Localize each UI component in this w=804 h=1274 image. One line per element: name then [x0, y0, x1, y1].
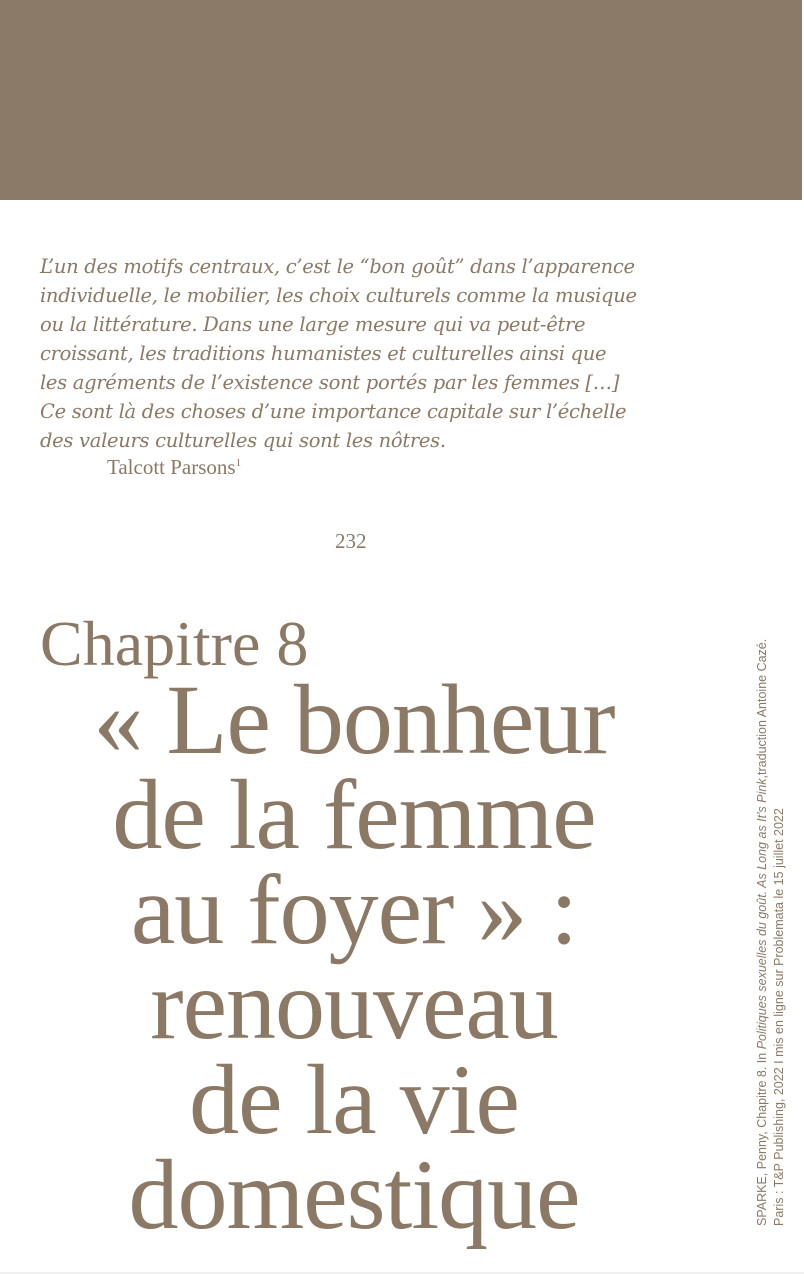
chapter-title-line: au foyer » :	[130, 854, 578, 965]
epigraph-line: des valeurs culturelles qui sont les nôtres.	[40, 429, 446, 452]
chapter-title-line: « Le bonheur	[93, 664, 615, 775]
epigraph-line: croissant, les traditions humanistes et culturelles ainsi que	[40, 342, 607, 365]
epigraph-line: ou la littérature. Dans une large mesure qui va peut-être	[40, 313, 586, 336]
chapter-label: Chapitre 8	[40, 608, 309, 679]
chapter-title-line: de la femme	[112, 759, 596, 870]
chapter-title	[20, 664, 688, 1250]
page-number: 232	[335, 529, 367, 553]
citation-credit	[754, 562, 788, 1226]
epigraph-attribution	[107, 453, 241, 481]
chapter-title-line: de la vie	[189, 1044, 519, 1155]
epigraph-line: Ce sont là des choses d’une importance capitale sur l’échelle	[40, 400, 627, 423]
epigraph-author: Talcott Parsons	[107, 455, 236, 479]
citation-suffix: ,traduction Antoine Cazé.	[755, 638, 769, 779]
chapter-title-line: domestique	[128, 1139, 580, 1250]
epigraph-line: L’un des motifs centraux, c’est le “bon goût” dans l’apparence	[40, 255, 635, 278]
citation-line-2: Paris : T&P Publishing, 2022 I mis en ligne sur Problemata le 15 juillet 2022	[772, 808, 786, 1226]
chapter-title-line: renouveau	[150, 949, 558, 1060]
epigraph-line: individuelle, le mobilier, les choix culturels comme la musique	[40, 284, 637, 307]
footnote-reference: 1	[235, 457, 242, 469]
epigraph-line: les agréments de l’existence sont portés par les femmes […]	[40, 371, 620, 394]
epigraph-quote	[40, 252, 700, 455]
citation-prefix: SPARKE, Penny, Chapitre 8. In	[755, 1049, 769, 1226]
header-color-band	[0, 0, 802, 200]
citation-book-title: Politiques sexuelles du goût. As Long as It's Pink	[755, 778, 769, 1050]
citation-line-1	[754, 562, 771, 1226]
